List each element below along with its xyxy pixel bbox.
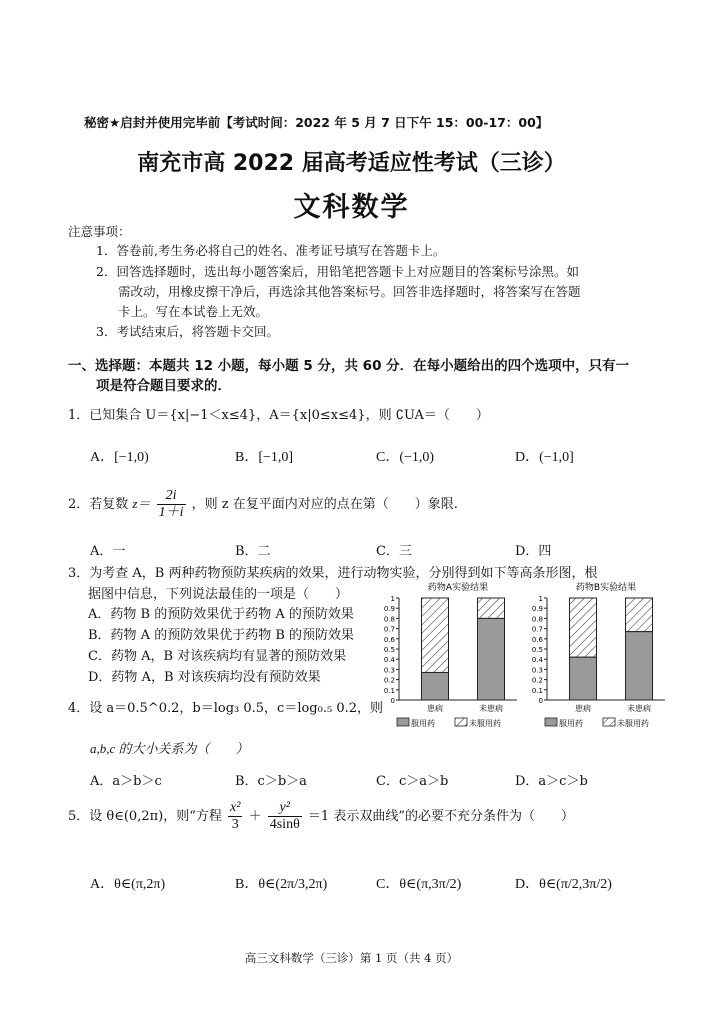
y-tick-label: 0.5 [531,646,543,654]
exam-secret-line: 秘密★启封并使用完毕前【考试时间：2022 年 5 月 7 日下午 15：00-17：00】 [84,115,549,130]
bar-untreated [422,598,449,672]
q2-frac-den: 1＋i [158,505,184,520]
q4-option-d: D．a＞c＞b [515,774,588,789]
page-footer: 高三文科数学（三诊）第 1 页（共 4 页） [244,951,459,965]
q3-charts [375,578,665,730]
q2-option-b: B．二 [235,544,271,559]
bar-untreated [570,598,597,657]
q2-fraction [157,488,186,521]
y-tick-label: 0.6 [383,635,395,644]
q1-option-c: C．(−1,0) [376,450,435,465]
y-tick-label: 0.4 [531,656,543,665]
bar-treated [478,618,505,700]
y-tick-label: 0.8 [383,615,395,624]
x-category-label: 患病 [575,704,591,713]
x-category-label: 患病 [427,704,443,713]
y-tick-label: 0.7 [531,625,543,634]
q5-option-b: B．θ∈(2π/3,2π) [235,877,328,892]
y-tick-label: 0.2 [383,676,395,685]
q5-prefix: 5．设 θ∈(0,2π)，则“方程 [68,809,222,824]
q4-option-a: A．a＞b＞c [90,774,162,789]
notice-item: 2．回答选择题时，选出每小题答案后，用铅笔把答题卡上对应题目的答案标号涂黑。如 [96,264,579,279]
q5-frac1-den: 3 [231,817,239,832]
q5-frac2-num: y² [268,800,302,817]
q5-option-d: D．θ∈(π/2,3π/2) [515,877,612,892]
q5-option-a: A．θ∈(π,2π) [90,877,166,892]
x-category-label: 未患病 [627,704,651,713]
legend-swatch-treated [397,718,409,726]
q5-frac2-den: 4sinθ [269,817,300,832]
q5-fraction-y [268,800,302,833]
q5-frac1-num: x² [230,800,241,815]
subject-title: 文科数学 [293,192,410,223]
notice-item: 1．答卷前,考生务必将自己的姓名、准考证号填写在答题卡上。 [96,243,446,258]
legend-swatch-treated [545,718,557,726]
q1-option-a: A．[−1,0) [90,450,149,465]
legend-swatch-untreated [603,718,615,726]
q3-option-c: C．药物 A，B 对该疾病均有显著的预防效果 [88,649,347,664]
legend-swatch-untreated [455,718,467,726]
y-tick-label: 0.1 [383,686,395,695]
question-4-cont: a,b,c 的大小关系为（ ） [90,741,249,756]
bar-treated [570,657,597,700]
y-tick-label: 0.6 [531,635,543,644]
q3-option-b: B．药物 A 的预防效果优于药物 B 的预防效果 [88,628,355,643]
legend-label-treated: 服用药 [559,719,583,728]
chart-drug-a [384,581,517,728]
q5-option-c: C．θ∈(π,3π/2) [376,877,462,892]
question-3: 3．为考查 A，B 两种药物预防某疾病的效果，进行动物实验，分别得到如下等高条形图，根 [68,566,598,581]
y-tick-label: 1 [538,595,543,603]
chart-title: 药物B实验结果 [575,583,637,593]
y-tick-label: 1 [390,595,395,603]
y-tick-label: 0.3 [383,666,395,675]
chart-drug-b [532,581,665,728]
bar-treated [422,672,449,700]
q3-option-a: A．药物 B 的预防效果优于药物 A 的预防效果 [88,607,354,622]
y-tick-label: 0 [390,697,395,705]
y-tick-label: 0.8 [531,615,543,624]
y-tick-label: 0.4 [383,656,395,665]
q5-fraction-x [228,800,242,833]
y-tick-label: 0.1 [531,686,543,695]
notice-item: 3．考试结束后，将答题卡交回。 [96,324,279,339]
legend-label-untreated: 未服用药 [617,719,649,728]
q2-frac-num: 2i [157,488,186,505]
q3-option-d: D．药物 A，B 对该疾病均没有预防效果 [88,670,321,685]
section-heading-cont: 项是符合题目要求的． [96,378,231,394]
question-4: 4．设 a＝0.5^0.2，b＝log₃ 0.5，c＝log₀.₅ 0.2，则 [68,701,383,716]
q5-suffix: ＝1 表示双曲线”的必要不充分条件为（ ） [307,809,574,824]
notice-item: 需改动，用橡皮擦干净后，再选涂其他答案标号。回答非选择题时，将答案写在答题 [118,284,581,299]
question-1: 1．已知集合 U＝{x|−1＜x≤4}，A＝{x|0≤x≤4}，则 ∁UA＝（ ） [68,408,489,423]
question-3-cont: 据图中信息，下列说法最佳的一项是（ ） [88,587,349,602]
q2-option-a: A．一 [90,544,126,559]
q5-plus: ＋ [248,809,262,824]
bar-untreated [626,598,653,632]
exam-title: 南充市高 2022 届高考适应性考试（三诊） [137,151,566,176]
q4-option-b: B．c＞b＞a [235,774,307,789]
question-5 [68,800,574,833]
y-tick-label: 0.2 [531,676,543,685]
y-tick-label: 0 [538,697,543,705]
y-tick-label: 0.3 [531,666,543,675]
x-category-label: 未患病 [479,704,503,713]
q4-option-c: C．c＞a＞b [376,774,449,789]
q2-prefix: 2．若复数 [68,497,129,512]
legend-label-untreated: 未服用药 [469,719,501,728]
chart-title: 药物A实验结果 [427,583,489,593]
q2-option-d: D．四 [515,544,552,559]
y-tick-label: 0.7 [383,625,395,634]
legend-label-treated: 服用药 [411,719,435,728]
q2-option-c: C．三 [376,544,412,559]
y-tick-label: 0.9 [531,605,543,614]
q1-option-d: D．(−1,0] [515,450,574,465]
question-2 [68,488,458,521]
bar-untreated [478,598,505,618]
q2-z: z＝ [132,496,151,511]
section-heading: 一、选择题：本题共 12 小题，每小题 5 分，共 60 分．在每小题给出的四个选项中，只有一 [68,358,630,374]
q1-option-b: B．[−1,0] [235,450,294,465]
q2-suffix: ，则 z 在复平面内对应的点在第（ ）象限. [191,497,458,512]
bar-treated [626,632,653,700]
notice-heading: 注意事项： [68,224,131,239]
y-tick-label: 0.9 [383,605,395,614]
y-tick-label: 0.5 [383,646,395,654]
notice-item: 卡上。写在本试卷上无效。 [118,304,269,319]
